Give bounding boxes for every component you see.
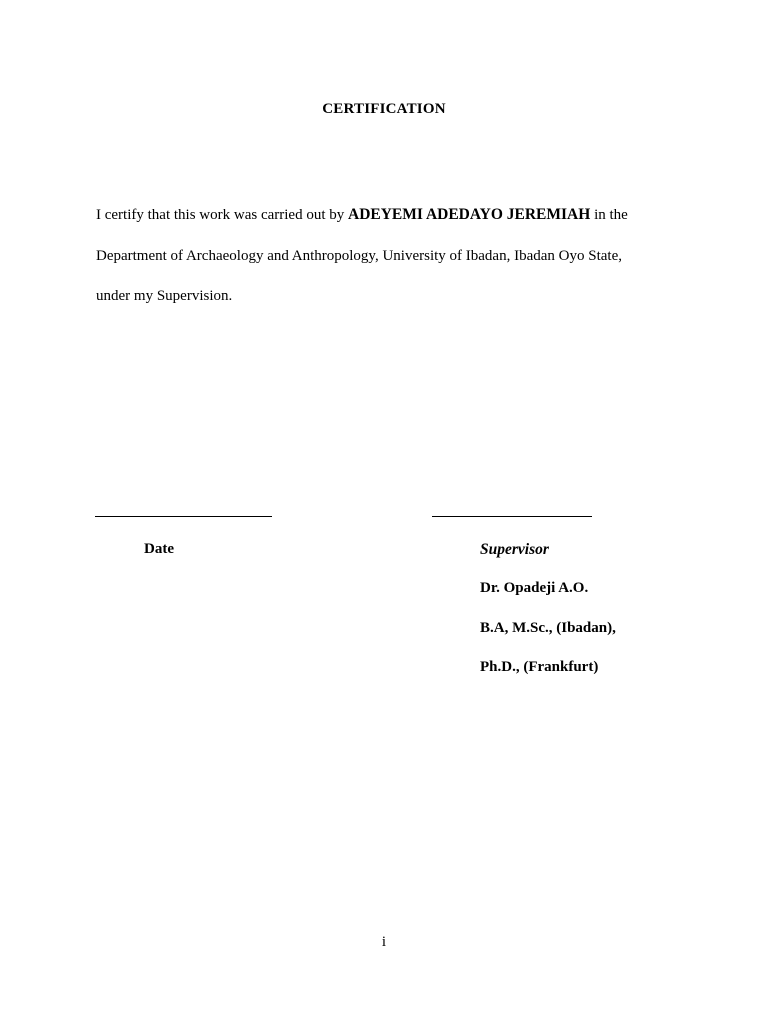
supervisor-credentials-1: B.A, M.Sc., (Ibadan), bbox=[480, 620, 616, 636]
certification-line-3: under my Supervision. bbox=[96, 288, 233, 304]
date-label: Date bbox=[144, 541, 174, 557]
supervisor-label: Supervisor bbox=[480, 541, 549, 558]
certification-line-1 bbox=[96, 206, 628, 224]
supervisor-credentials-2: Ph.D., (Frankfurt) bbox=[480, 659, 599, 675]
supervisor-name: Dr. Opadeji A.O. bbox=[480, 580, 589, 596]
page-number: i bbox=[381, 934, 387, 950]
certification-line-1-prefix: I certify that this work was carried out by bbox=[96, 207, 349, 223]
supervisor-signature-line bbox=[432, 516, 592, 517]
certification-line-1-suffix: in the bbox=[590, 207, 628, 223]
certification-line-2: Department of Archaeology and Anthropology, University of Ibadan, Ibadan Oyo State, bbox=[96, 248, 622, 264]
date-signature-line bbox=[95, 516, 272, 517]
candidate-name: ADEYEMI ADEDAYO JEREMIAH bbox=[348, 206, 591, 223]
page-title: CERTIFICATION bbox=[322, 101, 446, 117]
